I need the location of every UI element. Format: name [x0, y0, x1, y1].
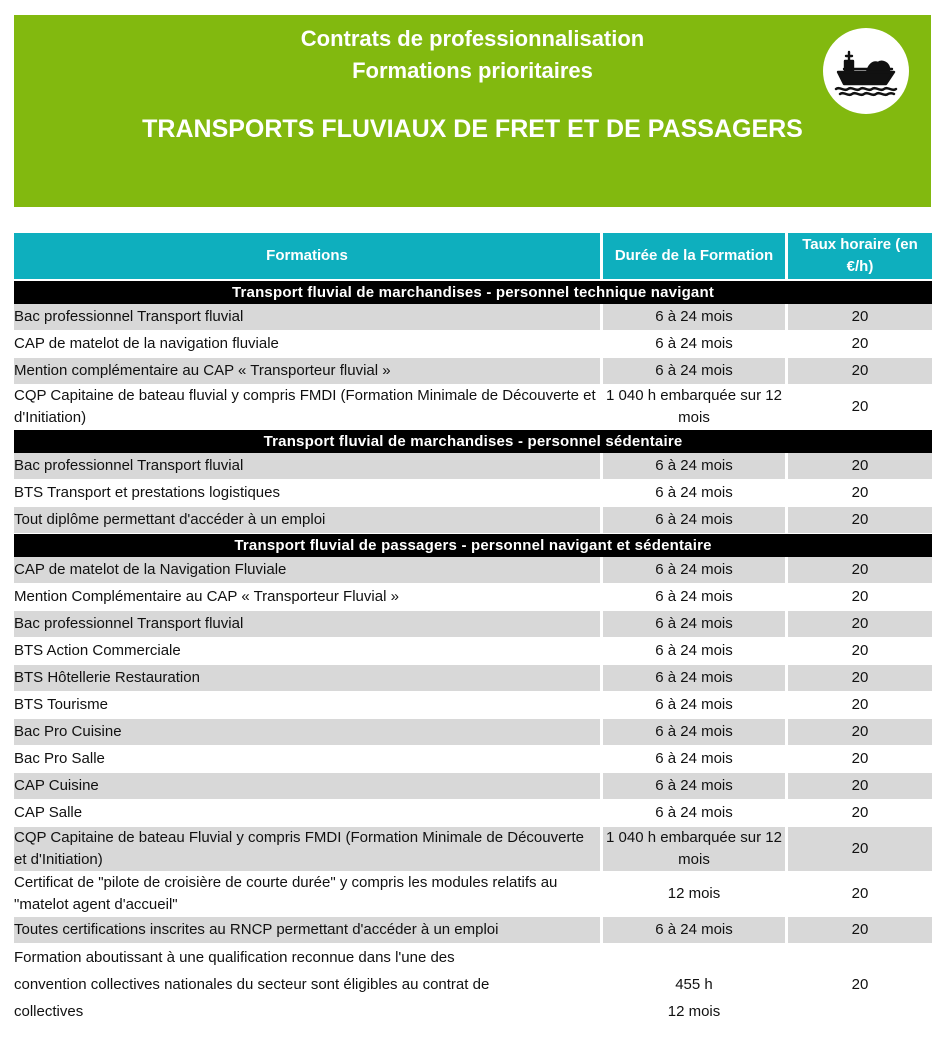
- table-row: [14, 331, 932, 358]
- cell-duration-line: 455 h: [675, 976, 713, 993]
- formations-table: [14, 233, 932, 1026]
- cell-name-line: collectives: [14, 1003, 84, 1020]
- cell-rate: 20: [788, 584, 932, 611]
- cell-name-line: convention collectives nationales du secteur sont éligibles au contrat de: [14, 976, 490, 993]
- cell-name-line: Formation aboutissant à une qualification reconnue dans l'une des: [14, 949, 455, 966]
- cell-duration: 6 à 24 mois: [603, 773, 788, 800]
- cell-rate: [788, 944, 932, 1026]
- cell-duration: 6 à 24 mois: [603, 453, 788, 480]
- cell-duration: 6 à 24 mois: [603, 746, 788, 773]
- cell-rate: 20: [788, 358, 932, 385]
- cell-duration: 6 à 24 mois: [603, 304, 788, 331]
- cell-rate: 20: [788, 773, 932, 800]
- cell-rate: 20: [788, 557, 932, 584]
- cell-name: Bac professionnel Transport fluvial: [14, 453, 603, 480]
- cell-name: Mention complémentaire au CAP « Transporteur fluvial »: [14, 358, 603, 385]
- section-row: [14, 281, 932, 304]
- header-taux: Taux horaire (en €/h): [788, 233, 932, 281]
- section-title: Transport fluvial de marchandises - personnel technique navigant: [14, 281, 932, 304]
- cell-name: CAP de matelot de la Navigation Fluviale: [14, 557, 603, 584]
- cell-rate: 20: [788, 480, 932, 507]
- cell-duration: 6 à 24 mois: [603, 557, 788, 584]
- cell-rate: 20: [788, 385, 932, 430]
- cell-duration: 12 mois: [603, 872, 788, 917]
- cell-name: BTS Action Commerciale: [14, 638, 603, 665]
- cell-name: CQP Capitaine de bateau fluvial y compris FMDI (Formation Minimale de Découverte et d'Initiation): [14, 385, 603, 430]
- table-row: [14, 638, 932, 665]
- cell-rate: 20: [788, 719, 932, 746]
- table-row: [14, 304, 932, 331]
- table-row: [14, 611, 932, 638]
- cell-rate: 20: [788, 665, 932, 692]
- cell-duration: 6 à 24 mois: [603, 800, 788, 827]
- cell-name: BTS Tourisme: [14, 692, 603, 719]
- table-row: [14, 480, 932, 507]
- cell-duration: 6 à 24 mois: [603, 507, 788, 534]
- table-row: [14, 358, 932, 385]
- table-row: [14, 584, 932, 611]
- cell-rate: 20: [788, 611, 932, 638]
- cell-rate: 20: [788, 507, 932, 534]
- cell-name: BTS Hôtellerie Restauration: [14, 665, 603, 692]
- cell-name: Bac professionnel Transport fluvial: [14, 304, 603, 331]
- table-header: [14, 233, 932, 281]
- cell-name: Tout diplôme permettant d'accéder à un emploi: [14, 507, 603, 534]
- cell-duration: 1 040 h embarquée sur 12 mois: [603, 385, 788, 430]
- section-title: Transport fluvial de marchandises - personnel sédentaire: [14, 430, 932, 453]
- table-row: [14, 385, 932, 430]
- table-row: [14, 872, 932, 917]
- table-row: [14, 746, 932, 773]
- cell-name: CAP de matelot de la navigation fluviale: [14, 331, 603, 358]
- page-title: TRANSPORTS FLUVIAUX DE FRET ET DE PASSAGERS: [142, 115, 803, 143]
- spacer: [788, 944, 932, 971]
- table-body: [14, 281, 932, 1026]
- cell-name: CAP Salle: [14, 800, 603, 827]
- banner-line2: Formations prioritaires: [352, 58, 593, 83]
- table-row: [14, 507, 932, 534]
- cell-name: Mention Complémentaire au CAP « Transporteur Fluvial »: [14, 584, 603, 611]
- cell-rate: 20: [788, 827, 932, 872]
- table-row: [14, 917, 932, 944]
- table-row: [14, 719, 932, 746]
- cell-duration: 6 à 24 mois: [603, 584, 788, 611]
- cell-duration: [603, 944, 788, 1026]
- cell-rate: 20: [788, 453, 932, 480]
- cell-duration-line: 12 mois: [667, 1003, 721, 1020]
- cell-rate: 20: [788, 800, 932, 827]
- cell-rate: 20: [788, 872, 932, 917]
- cell-duration: 6 à 24 mois: [603, 638, 788, 665]
- cell-rate: 20: [788, 917, 932, 944]
- table-row: [14, 453, 932, 480]
- cell-name: CQP Capitaine de bateau Fluvial y compris FMDI (Formation Minimale de Découverte et d'Initiation): [14, 827, 603, 872]
- header-formations: Formations: [14, 233, 603, 281]
- cell-name: Certificat de "pilote de croisière de courte durée" y compris les modules relatifs au "matelot agent d'accueil": [14, 872, 603, 917]
- header-banner: [14, 15, 931, 207]
- table-row: [14, 944, 932, 1026]
- cell-rate: 20: [788, 331, 932, 358]
- cell-rate-value: 20: [851, 976, 869, 993]
- cell-name: Bac Pro Cuisine: [14, 719, 603, 746]
- header-duree: Durée de la Formation: [603, 233, 788, 281]
- cell-name: Bac Pro Salle: [14, 746, 603, 773]
- table-row: [14, 665, 932, 692]
- cell-duration: 6 à 24 mois: [603, 358, 788, 385]
- banner-line1: Contrats de professionnalisation: [300, 26, 645, 51]
- cell-duration: 1 040 h embarquée sur 12 mois: [603, 827, 788, 872]
- boat-icon: [823, 28, 909, 114]
- section-title: Transport fluvial de passagers - personnel navigant et sédentaire: [14, 534, 932, 557]
- cell-rate: 20: [788, 692, 932, 719]
- section-row: [14, 534, 932, 557]
- cell-duration: 6 à 24 mois: [603, 480, 788, 507]
- cell-rate: 20: [788, 746, 932, 773]
- table-row: [14, 800, 932, 827]
- cell-duration: 6 à 24 mois: [603, 917, 788, 944]
- cell-duration: 6 à 24 mois: [603, 692, 788, 719]
- cell-name: Bac professionnel Transport fluvial: [14, 611, 603, 638]
- table-row: [14, 773, 932, 800]
- cell-duration: 6 à 24 mois: [603, 611, 788, 638]
- cell-duration: 6 à 24 mois: [603, 719, 788, 746]
- cell-name: Toutes certifications inscrites au RNCP permettant d'accéder à un emploi: [14, 917, 603, 944]
- table-row: [14, 692, 932, 719]
- cell-rate: 20: [788, 304, 932, 331]
- spacer: [603, 944, 785, 971]
- table-row: [14, 557, 932, 584]
- cell-name: CAP Cuisine: [14, 773, 603, 800]
- cell-name: BTS Transport et prestations logistiques: [14, 480, 603, 507]
- cell-rate: 20: [788, 638, 932, 665]
- cell-duration: 6 à 24 mois: [603, 331, 788, 358]
- table-row: [14, 827, 932, 872]
- cell-name: [14, 944, 603, 1026]
- cell-duration: 6 à 24 mois: [603, 665, 788, 692]
- section-row: [14, 430, 932, 453]
